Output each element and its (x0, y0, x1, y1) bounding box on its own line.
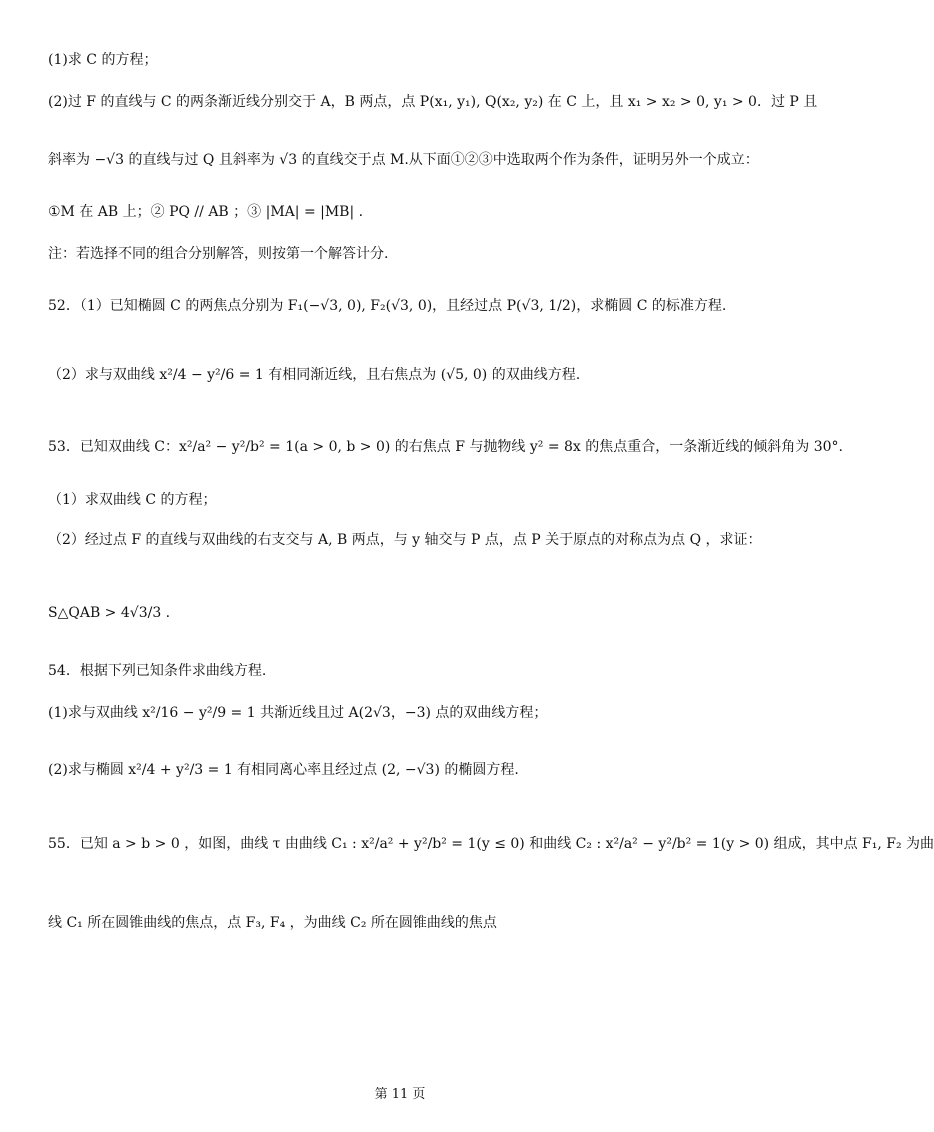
p51-part2-line1: (2)过 F 的直线与 C 的两条渐近线分别交于 A，B 两点，点 P(x₁, y₁), Q(x₂, y₂) 在 C 上，且 x₁ > x₂ > 0, y₁ > 0．过 P 且 (48, 94, 818, 110)
p54-part2: (2)求与椭圆 x²/4 + y²/3 = 1 有相同离心率且经过点 (2, −√3) 的椭圆方程. (48, 762, 519, 778)
p53-inequality: S△QAB > 4√3/3 . (48, 605, 171, 621)
p54-part1: (1)求与双曲线 x²/16 − y²/9 = 1 共渐近线且过 A(2√3，−3) 点的双曲线方程； (48, 705, 548, 721)
p53-stem: 53．已知双曲线 C：x²/a² − y²/b² = 1(a > 0, b > 0) 的右焦点 F 与抛物线 y² = 8x 的焦点重合，一条渐近线的倾斜角为 30°. (48, 439, 843, 455)
p52-part1: 52．（1）已知椭圆 C 的两焦点分别为 F₁(−√3, 0), F₂(√3, 0)，且经过点 P(√3, 1/2)，求椭圆 C 的标准方程. (48, 298, 727, 314)
page-number: 第 11 页 (374, 1087, 426, 1102)
p53-part1: （1）求双曲线 C 的方程； (48, 492, 217, 508)
p51-part2-line2: 斜率为 −√3 的直线与过 Q 且斜率为 √3 的直线交于点 M.从下面①②③中选取两个作为条件，证明另外一个成立： (48, 152, 759, 168)
p54-stem: 54．根据下列已知条件求曲线方程. (48, 663, 267, 679)
p51-part1: (1)求 C 的方程； (48, 52, 158, 68)
p55-line1: 55．已知 a > b > 0 ，如图，曲线 τ 由曲线 C₁ : x²/a² + y²/b² = 1(y ≤ 0) 和曲线 C₂ : x²/a² − y²/b² = 1(y > 0) 组成，其中点 F₁, F₂ 为曲 (48, 836, 934, 852)
p52-part2: （2）求与双曲线 x²/4 − y²/6 = 1 有相同渐近线，且右焦点为 (√5, 0) 的双曲线方程. (48, 367, 581, 383)
p55-line2: 线 C₁ 所在圆锥曲线的焦点，点 F₃, F₄ ，为曲线 C₂ 所在圆锥曲线的焦点 (48, 915, 497, 931)
p51-note: 注：若选择不同的组合分别解答，则按第一个解答计分. (48, 246, 389, 262)
p53-part2: （2）经过点 F 的直线与双曲线的右支交与 A, B 两点，与 y 轴交与 P 点，点 P 关于原点的对称点为点 Q ，求证： (48, 532, 762, 548)
p51-conditions: ①M 在 AB 上；② PQ // AB ；③ |MA| = |MB| . (48, 204, 364, 220)
